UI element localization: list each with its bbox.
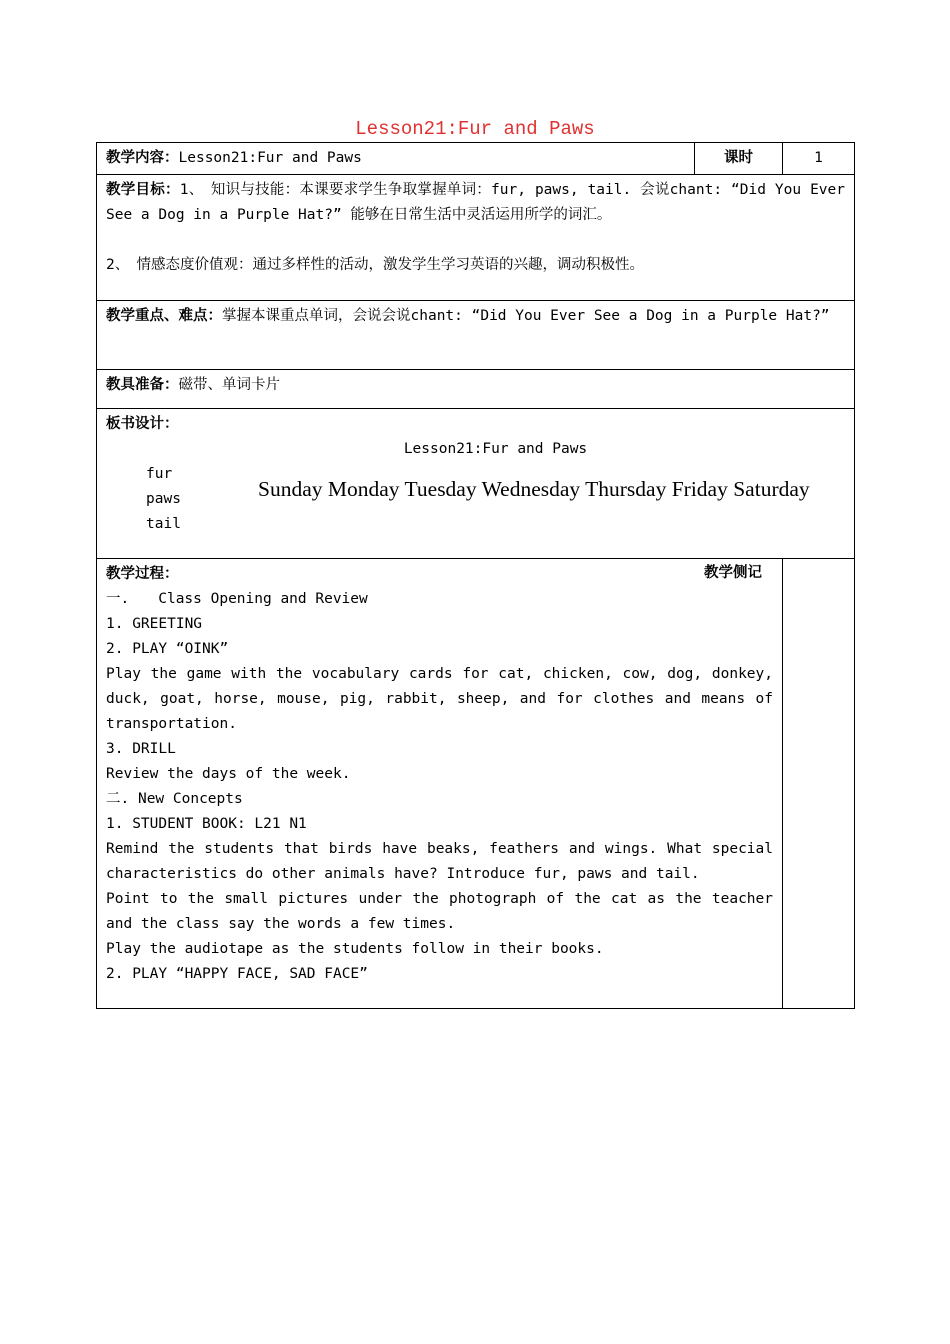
process-line: Remind the students that birds have beaks, feathers and wings. What special characteristics do other animals have? Introduce fur, paws and tail. xyxy=(106,841,773,882)
header-row xyxy=(97,143,855,175)
board-title: Lesson21:Fur and Paws xyxy=(403,441,588,457)
key-points-label: 教学重点、难点： xyxy=(106,308,222,324)
process-line: Play the game with the vocabulary cards for cat, chicken, cow, dog, donkey, duck, goat, horse, mouse, pig, rabbit, sheep, and for clothes and means of transportation. xyxy=(106,666,773,732)
key-points xyxy=(106,304,845,329)
board-label: 板书设计： xyxy=(106,416,179,432)
materials-cell xyxy=(97,370,855,409)
process-label: 教学过程： xyxy=(106,566,179,582)
process-line: 二. New Concepts xyxy=(106,791,243,807)
materials-row xyxy=(97,370,855,409)
period-label-cell xyxy=(695,143,783,175)
content-label: 教学内容： xyxy=(106,150,179,166)
content-cell xyxy=(97,143,695,175)
content-value: Lesson21:Fur and Paws xyxy=(178,150,362,166)
materials-label: 教具准备： xyxy=(106,377,179,393)
side-notes-label: 教学侧记 xyxy=(704,565,762,581)
document-title: Lesson21:Fur and Paws xyxy=(355,118,595,140)
key-points-cell xyxy=(97,301,855,370)
process-line: 1. GREETING xyxy=(106,616,203,632)
objective-2: 2、 情感态度价值观：通过多样性的活动，激发学生学习英语的兴趣，调动积极性。 xyxy=(106,257,644,273)
process-line: Play the audiotape as the students follow in their books. xyxy=(106,941,604,957)
key-points-text: 掌握本课重点单词，会说会说chant: “Did You Ever See a Dog in a Purple Hat?” xyxy=(222,308,830,324)
board-row xyxy=(97,409,855,559)
spacer xyxy=(106,228,845,253)
board-word: paws xyxy=(146,491,181,507)
board-cell xyxy=(97,409,855,559)
board-content xyxy=(106,462,845,537)
board-word-list xyxy=(146,462,181,537)
period-value-cell xyxy=(783,143,855,175)
side-notes-cell xyxy=(783,559,855,1009)
process-line: 2. PLAY “HAPPY FACE, SAD FACE” xyxy=(106,966,368,982)
period-label: 课时 xyxy=(724,150,753,166)
process-line: 一. Class Opening and Review xyxy=(106,591,368,607)
objective-1-text: 1、 知识与技能：本课要求学生争取掌握单词：fur, paws, tail. 会说chant: “Did You Ever See a Dog in a Purple Hat?” 能够在日常生活中灵活运用所学的词汇。 xyxy=(106,182,845,223)
process-line: 2. PLAY “OINK” xyxy=(106,641,229,657)
process-line: 1. STUDENT BOOK: L21 N1 xyxy=(106,816,307,832)
objective-1 xyxy=(106,178,845,228)
process-row xyxy=(97,559,855,1009)
board-word: tail xyxy=(146,516,181,532)
board-days-of-week: Sunday Monday Tuesday Wednesday Thursday Friday Saturday xyxy=(258,477,810,501)
period-value: 1 xyxy=(814,150,823,166)
key-points-row xyxy=(97,301,855,370)
objectives-label: 教学目标： xyxy=(106,182,180,198)
board-word: fur xyxy=(146,466,173,482)
process-line: 3. DRILL xyxy=(106,741,176,757)
process-line: Point to the small pictures under the photograph of the cat as the teacher and the class say the words a few times. xyxy=(106,891,773,932)
materials-text: 磁带、单词卡片 xyxy=(178,377,280,393)
process-cell xyxy=(97,559,783,1009)
objectives-cell xyxy=(97,175,855,301)
objectives-row xyxy=(97,175,855,301)
process-line: Review the days of the week. xyxy=(106,766,351,782)
